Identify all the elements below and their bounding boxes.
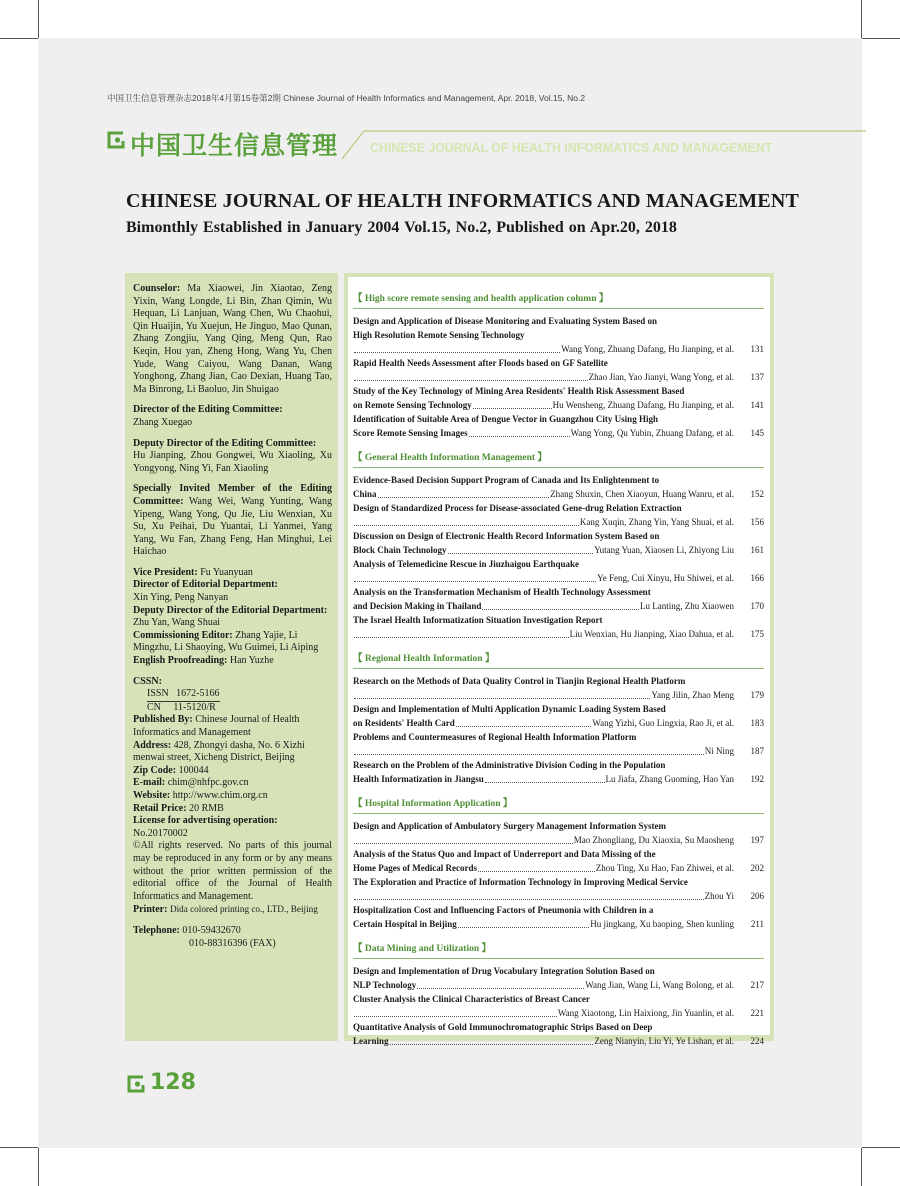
entry-authors: Ni Ning (704, 746, 734, 756)
deputy-names: Hu Jianping, Zhou Gongwei, Wu Xiaoling, Xu Yongyong, Ning Yi, Fan Xiaoling (133, 450, 332, 474)
vp-name: Fu Yuanyuan (200, 566, 253, 578)
toc-section-heading: 【 High score remote sensing and health application column 】 (353, 290, 764, 309)
crop-mark (862, 38, 900, 39)
entry-authors: Lu Jiafa, Zhang Guoming, Hao Yan (605, 774, 734, 784)
entry-title: Quantitative Analysis of Gold Immunochromatographic Strips Based on Deep (353, 1022, 653, 1032)
folio-ring-icon (126, 1074, 146, 1094)
entry-authors: Wang Jian, Wang Li, Wang Bolong, et al. (585, 980, 734, 990)
entry-byline (353, 1006, 764, 1020)
leader-dots (469, 436, 570, 437)
entry-title: Design and Application of Ambulatory Surgery Management Information System (353, 821, 667, 831)
entry-authors: Wang Yong, Zhuang Dafang, Hu Jianping, et al. (561, 344, 734, 354)
entry-page-number: 202 (750, 863, 764, 873)
entry-authors: Wang Yizhi, Guo Lingxia, Rao Ji, et al. (592, 718, 734, 728)
entry-title: Analysis on the Transformation Mechanism of Health Technology Assessment (353, 587, 651, 597)
editorial-staff-block (133, 567, 332, 668)
leader-dots (354, 1016, 557, 1017)
ed-dep-names: Zhu Yan, Wang Shuai (133, 617, 221, 629)
entry-title: Design and Implementation of Multi Application Dynamic Loading System Based (353, 704, 666, 714)
tel-label: Telephone: (133, 924, 180, 936)
leader-dots (354, 698, 650, 699)
entry-title-cont: High Resolution Remote Sensing Technology (353, 330, 525, 340)
entry-byline (353, 627, 764, 641)
table-of-contents (344, 273, 774, 1046)
entry-title-cont: Rapid Health Needs Assessment after Floods based on GF Satellite (353, 358, 608, 368)
entry-title: Discussion on Design of Electronic Health Record Information System Based on (353, 531, 660, 541)
tel-value-2: 010-88316396 (FAX) (189, 937, 276, 949)
entry-byline (353, 599, 764, 613)
leader-dots (390, 1044, 594, 1045)
entry-title: Problems and Countermeasures of Regional Health Information Platform (353, 732, 637, 742)
entry-title-cont: on Remote Sensing Technology (353, 400, 472, 410)
issn-value: ISSN 1672-5166 (147, 688, 220, 702)
cssn-label: CSSN: (133, 675, 162, 687)
toc-entry[interactable] (353, 758, 764, 786)
leader-dots (354, 637, 569, 638)
entry-page-number: 221 (750, 1008, 764, 1018)
toc-entry[interactable] (353, 819, 764, 847)
entry-title-cont: Learning (353, 1036, 389, 1046)
entry-page-number: 175 (750, 629, 764, 639)
entry-byline (353, 688, 764, 702)
leader-dots (473, 408, 552, 409)
web-label: Website: (133, 789, 171, 801)
toc-entry[interactable] (353, 1020, 764, 1048)
entry-byline (353, 370, 764, 384)
deputy-label: Deputy Director of the Editing Committee: (133, 437, 317, 449)
leader-dots (354, 843, 573, 844)
leader-dots (354, 581, 596, 582)
running-head: 中国卫生信息管理杂志2018年4月第15卷第2期 Chinese Journal of Health Informatics and Management, Apr. 2018, Vol.15, No.2 (107, 93, 586, 103)
toc-entry[interactable] (353, 585, 764, 613)
toc-section-heading: 【 Data Mining and Utilization 】 (353, 940, 764, 959)
entry-page-number: 187 (750, 746, 764, 756)
publication-info: Bimonthly Established in January 2004 Vol.15, No.2, Published on Apr.20, 2018 (126, 219, 677, 236)
leader-dots (456, 726, 592, 727)
leader-dots (482, 609, 639, 610)
toc-entry[interactable] (353, 992, 764, 1020)
entry-byline (353, 1034, 764, 1048)
brand-ring-icon (106, 130, 126, 150)
entry-authors: Ye Feng, Cui Xinyu, Hu Shiwei, et al. (597, 573, 734, 583)
entry-title: Design and Application of Disease Monitoring and Evaluating System Based on (353, 316, 658, 326)
entry-title-cont: Health Informatization in Jiangsu (353, 774, 484, 784)
leader-dots (354, 525, 579, 526)
entry-page-number: 152 (750, 489, 764, 499)
entry-authors: Wang Yong, Qu Yubin, Zhuang Dafang, et al. (570, 428, 734, 438)
entry-page-number: 217 (750, 980, 764, 990)
leader-dots (354, 754, 704, 755)
entry-authors: Liu Wenxian, Hu Jianping, Xiao Dahua, et al. (569, 629, 734, 639)
journal-brand (106, 126, 866, 160)
entry-title: Design of Standardized Process for Disease-associated Gene-drug Relation Extraction (353, 503, 682, 513)
toc-entry[interactable] (353, 529, 764, 557)
toc-entry[interactable] (353, 501, 764, 529)
toc-entry[interactable] (353, 903, 764, 931)
entry-page-number: 161 (750, 545, 764, 555)
entry-byline (353, 515, 764, 529)
vp-label: Vice President: (133, 566, 198, 578)
section-gap (353, 786, 764, 792)
toc-entry[interactable] (353, 613, 764, 641)
masthead-sidebar (125, 273, 338, 1041)
director-block (133, 404, 332, 429)
leader-dots (478, 871, 595, 872)
zip-label: Zip Code: (133, 764, 177, 776)
proof-label: English Proofreading: (133, 655, 228, 667)
price-value: 20 RMB (189, 802, 224, 814)
toc-entry[interactable] (353, 557, 764, 585)
entry-title: Evidence-Based Decision Support Program of Canada and Its Enlightenment to (353, 475, 660, 485)
leader-dots (378, 497, 550, 498)
printer-value: Dida colored printing co., LTD., Beijing (169, 904, 318, 915)
entry-title-cont: China (353, 489, 377, 499)
entry-page-number: 179 (750, 690, 764, 700)
brand-chinese-name: 中国卫生信息管理 (130, 131, 339, 160)
entry-page-number: 183 (750, 718, 764, 728)
entry-page-number: 192 (750, 774, 764, 784)
entry-page-number: 145 (750, 428, 764, 438)
entry-page-number: 141 (750, 400, 764, 410)
toc-panel (348, 277, 770, 1046)
director-name: Zhang Xuegao (133, 416, 193, 428)
invited-names: Wang Wei, Wang Yunting, Wang Yipeng, Wang Yong, Qu Jie, Liu Wenxian, Xu Su, Xu Peihai, Du Yuantai, Li Yanmei, Yang Yang, Wu Fan, Zhang Feng, Han Minghui, Lei Haichao (133, 495, 332, 558)
entry-page-number: 211 (750, 919, 764, 929)
entry-title: Design and Implementation of Drug Vocabulary Integration Solution Based on (353, 966, 655, 976)
license-label: License for advertising operation: (133, 815, 278, 827)
entry-byline (353, 571, 764, 585)
leader-dots (354, 899, 704, 900)
leader-dots (354, 352, 560, 353)
entry-byline (353, 772, 764, 786)
rights-statement: ©All rights reserved. No parts of this journal may be reproduced in any form or by any means without the prior written permission of the editorial office of the Journal of Health Informatics and Management. (133, 840, 332, 902)
addr-value: 428, Zhongyi dasha, No. 6 Xizhi menwai street, Xicheng District, Beijing (133, 739, 305, 764)
entry-title-cont: Score Remote Sensing Images (353, 428, 468, 438)
publishing-info-block (133, 676, 332, 917)
web-value: http://www.chim.org.cn (172, 789, 268, 801)
toc-entry[interactable] (353, 384, 764, 412)
crop-mark (0, 1147, 38, 1148)
entry-authors: Lu Lanting, Zhu Xiaowen (640, 601, 734, 611)
price-label: Retail Price: (133, 802, 187, 814)
crop-mark (0, 38, 38, 39)
brand-english-name: CHINESE JOURNAL OF HEALTH INFORMATICS AND MANAGEMENT (370, 140, 773, 155)
entry-page-number: 224 (750, 1036, 764, 1046)
entry-title: Cluster Analysis the Clinical Characteristics of Breast Cancer (353, 994, 590, 1004)
toc-entry[interactable] (353, 730, 764, 758)
entry-title: Research on the Methods of Data Quality Control in Tianjin Regional Health Platform (353, 676, 686, 686)
toc-section-heading: 【 Hospital Information Application 】 (353, 795, 764, 814)
counselor-block (133, 283, 332, 396)
pub-value: Chinese Journal of Health Informatics and Management (133, 714, 300, 738)
entry-title: Study of the Key Technology of Mining Area Residents' Health Risk Assessment Based (353, 386, 685, 396)
telephone-block (133, 925, 332, 950)
entry-byline (353, 398, 764, 412)
ed-dir-names: Xin Ying, Peng Nanyan (133, 592, 229, 604)
entry-title: The Exploration and Practice of Information Technology in Improving Medical Service (353, 877, 688, 887)
journal-title: CHINESE JOURNAL OF HEALTH INFORMATICS AND MANAGEMENT (126, 190, 800, 212)
crop-mark (862, 1147, 900, 1148)
entry-authors: Hu Wensheng, Zhuang Dafang, Hu Jianping, et al. (552, 400, 734, 410)
entry-title: Identification of Suitable Area of Dengue Vector in Guangzhou City Using High (353, 414, 658, 424)
section-gap (353, 1048, 764, 1054)
entry-byline (353, 917, 764, 931)
toc-entry[interactable] (353, 964, 764, 992)
entry-byline (353, 543, 764, 557)
crop-mark (38, 1148, 39, 1186)
toc-entry[interactable] (353, 875, 764, 903)
entry-byline (353, 889, 764, 903)
leader-dots (448, 553, 594, 554)
leader-dots (485, 782, 605, 783)
entry-title: Research on the Problem of the Administrative Division Coding in the Population (353, 760, 666, 770)
entry-title: Hospitalization Cost and Influencing Factors of Pneumonia with Children in a (353, 905, 654, 915)
toc-section-heading: 【 General Health Information Management 】 (353, 449, 764, 468)
entry-page-number: 131 (750, 344, 764, 354)
section-gap (353, 931, 764, 937)
toc-section-heading: 【 Regional Health Information 】 (353, 650, 764, 669)
entry-byline (353, 487, 764, 501)
entry-authors: Yang Jilin, Zhao Meng (651, 690, 734, 700)
entry-page-number: 170 (750, 601, 764, 611)
counselor-names: Ma Xiaowei, Jin Xiaotao, Zeng Yixin, Wang Longde, Li Bin, Zhan Qimin, Wu Hequan, Li Lanjuan, Wang Chen, Wu Chaohui, Qin Huaijin, Yu Xuejun, He Jinguo, Mao Qunan, Zhang Zongjiu, Yang Qing, Meng Qun, Rao Keqin, Hou yan, Zheng Hong, Wang Yu, Chen Yude, Wang Caiyou, Wang Danan, Wang Yonghong, Zhang Jian, Cao Dexian, Huang Tao, Ma Binrong, Li Baoluo, Jin Shuigao (133, 283, 332, 395)
entry-authors: Wang Xiaotong, Lin Haixiong, Jin Yuanlin, et al. (557, 1008, 734, 1018)
tel-value-1: 010-59432670 (182, 924, 241, 936)
entry-title: Analysis of the Status Quo and Impact of Underreport and Data Missing of the (353, 849, 656, 859)
entry-title: The Israel Health Informatization Situation Investigation Report (353, 615, 603, 625)
entry-title-cont: on Residents' Health Card (353, 718, 455, 728)
toc-entry[interactable] (353, 674, 764, 702)
zip-value: 100044 (178, 764, 209, 776)
entry-title-cont: Certain Hospital in Beijing (353, 919, 457, 929)
toc-entry[interactable] (353, 847, 764, 875)
entry-title-cont: Home Pages of Medical Records (353, 863, 477, 873)
addr-label: Address: (133, 739, 172, 751)
entry-title-cont: NLP Technology (353, 980, 417, 990)
entry-page-number: 206 (750, 891, 764, 901)
entry-byline (353, 716, 764, 730)
entry-authors: Yutang Yuan, Xiaosen Li, Zhiyong Liu (594, 545, 734, 555)
entry-byline (353, 342, 764, 356)
entry-title: Analysis of Telemedicine Rescue in Jiuzhaigou Earthquake (353, 559, 580, 569)
entry-byline (353, 861, 764, 875)
leader-dots (417, 988, 584, 989)
license-value: No.20170002 (133, 827, 188, 839)
toc-entry[interactable] (353, 356, 764, 384)
proof-name: Han Yuzhe (229, 655, 274, 667)
crop-mark (38, 0, 39, 38)
printer-label: Printer: (133, 904, 168, 916)
section-gap (353, 641, 764, 647)
entry-authors: Zhou Yi (704, 891, 734, 901)
page-number: 128 (150, 1070, 196, 1095)
entry-authors: Kang Xuqin, Zhang Yin, Yang Shuai, et al. (579, 517, 734, 527)
invited-label: Specially Invited Member of the Editing Committee: (133, 483, 332, 507)
entry-authors: Zeng Nianyin, Liu Yi, Ye Lishan, et al. (594, 1036, 734, 1046)
leader-dots (354, 380, 588, 381)
entry-page-number: 166 (750, 573, 764, 583)
comm-names: Zhang Yajie, Li Mingzhu, Li Shaoying, Wu Guimei, Li Aiping (133, 629, 319, 654)
toc-entry[interactable] (353, 702, 764, 730)
toc-entry[interactable] (353, 473, 764, 501)
entry-authors: Mao Zhongliang, Du Xiaoxia, Su Maosheng (573, 835, 734, 845)
entry-byline (353, 426, 764, 440)
email-label: E-mail: (133, 777, 166, 789)
section-gap (353, 440, 764, 446)
ed-dep-label: Deputy Director of the Editorial Department: (133, 604, 328, 616)
entry-title-cont: Block Chain Technology (353, 545, 447, 555)
email-value: chim@nhfpc.gov.cn (167, 777, 249, 789)
toc-entry[interactable] (353, 314, 764, 356)
entry-authors: Zhou Ting, Xu Hao, Fan Zhiwei, et al. (595, 863, 734, 873)
entry-byline (353, 978, 764, 992)
director-label: Director of the Editing Committee: (133, 404, 283, 416)
entry-authors: Zhang Shuxin, Chen Xiaoyun, Huang Wanru, et al. (550, 489, 734, 499)
pub-label: Published By: (133, 714, 193, 726)
cn-value: CN 11-5120/R (147, 701, 216, 713)
entry-authors: Hu jingkang, Xu baoping, Shen kunling (590, 919, 734, 929)
entry-authors: Zhao Jian, Yao Jianyi, Wang Yong, et al. (588, 372, 734, 382)
entry-title-cont: and Decision Making in Thailand (353, 601, 482, 611)
invited-block (133, 483, 332, 559)
entry-page-number: 197 (750, 835, 764, 845)
entry-byline (353, 833, 764, 847)
counselor-label: Counselor: (133, 283, 181, 294)
crop-mark (861, 0, 862, 38)
leader-dots (458, 927, 589, 928)
entry-byline (353, 744, 764, 758)
entry-page-number: 156 (750, 517, 764, 527)
deputy-block (133, 438, 332, 476)
crop-mark (861, 1148, 862, 1186)
entry-page-number: 137 (750, 372, 764, 382)
comm-label: Commissioning Editor: (133, 629, 233, 641)
ed-dir-label: Director of Editorial Department: (133, 579, 278, 591)
toc-entry[interactable] (353, 412, 764, 440)
